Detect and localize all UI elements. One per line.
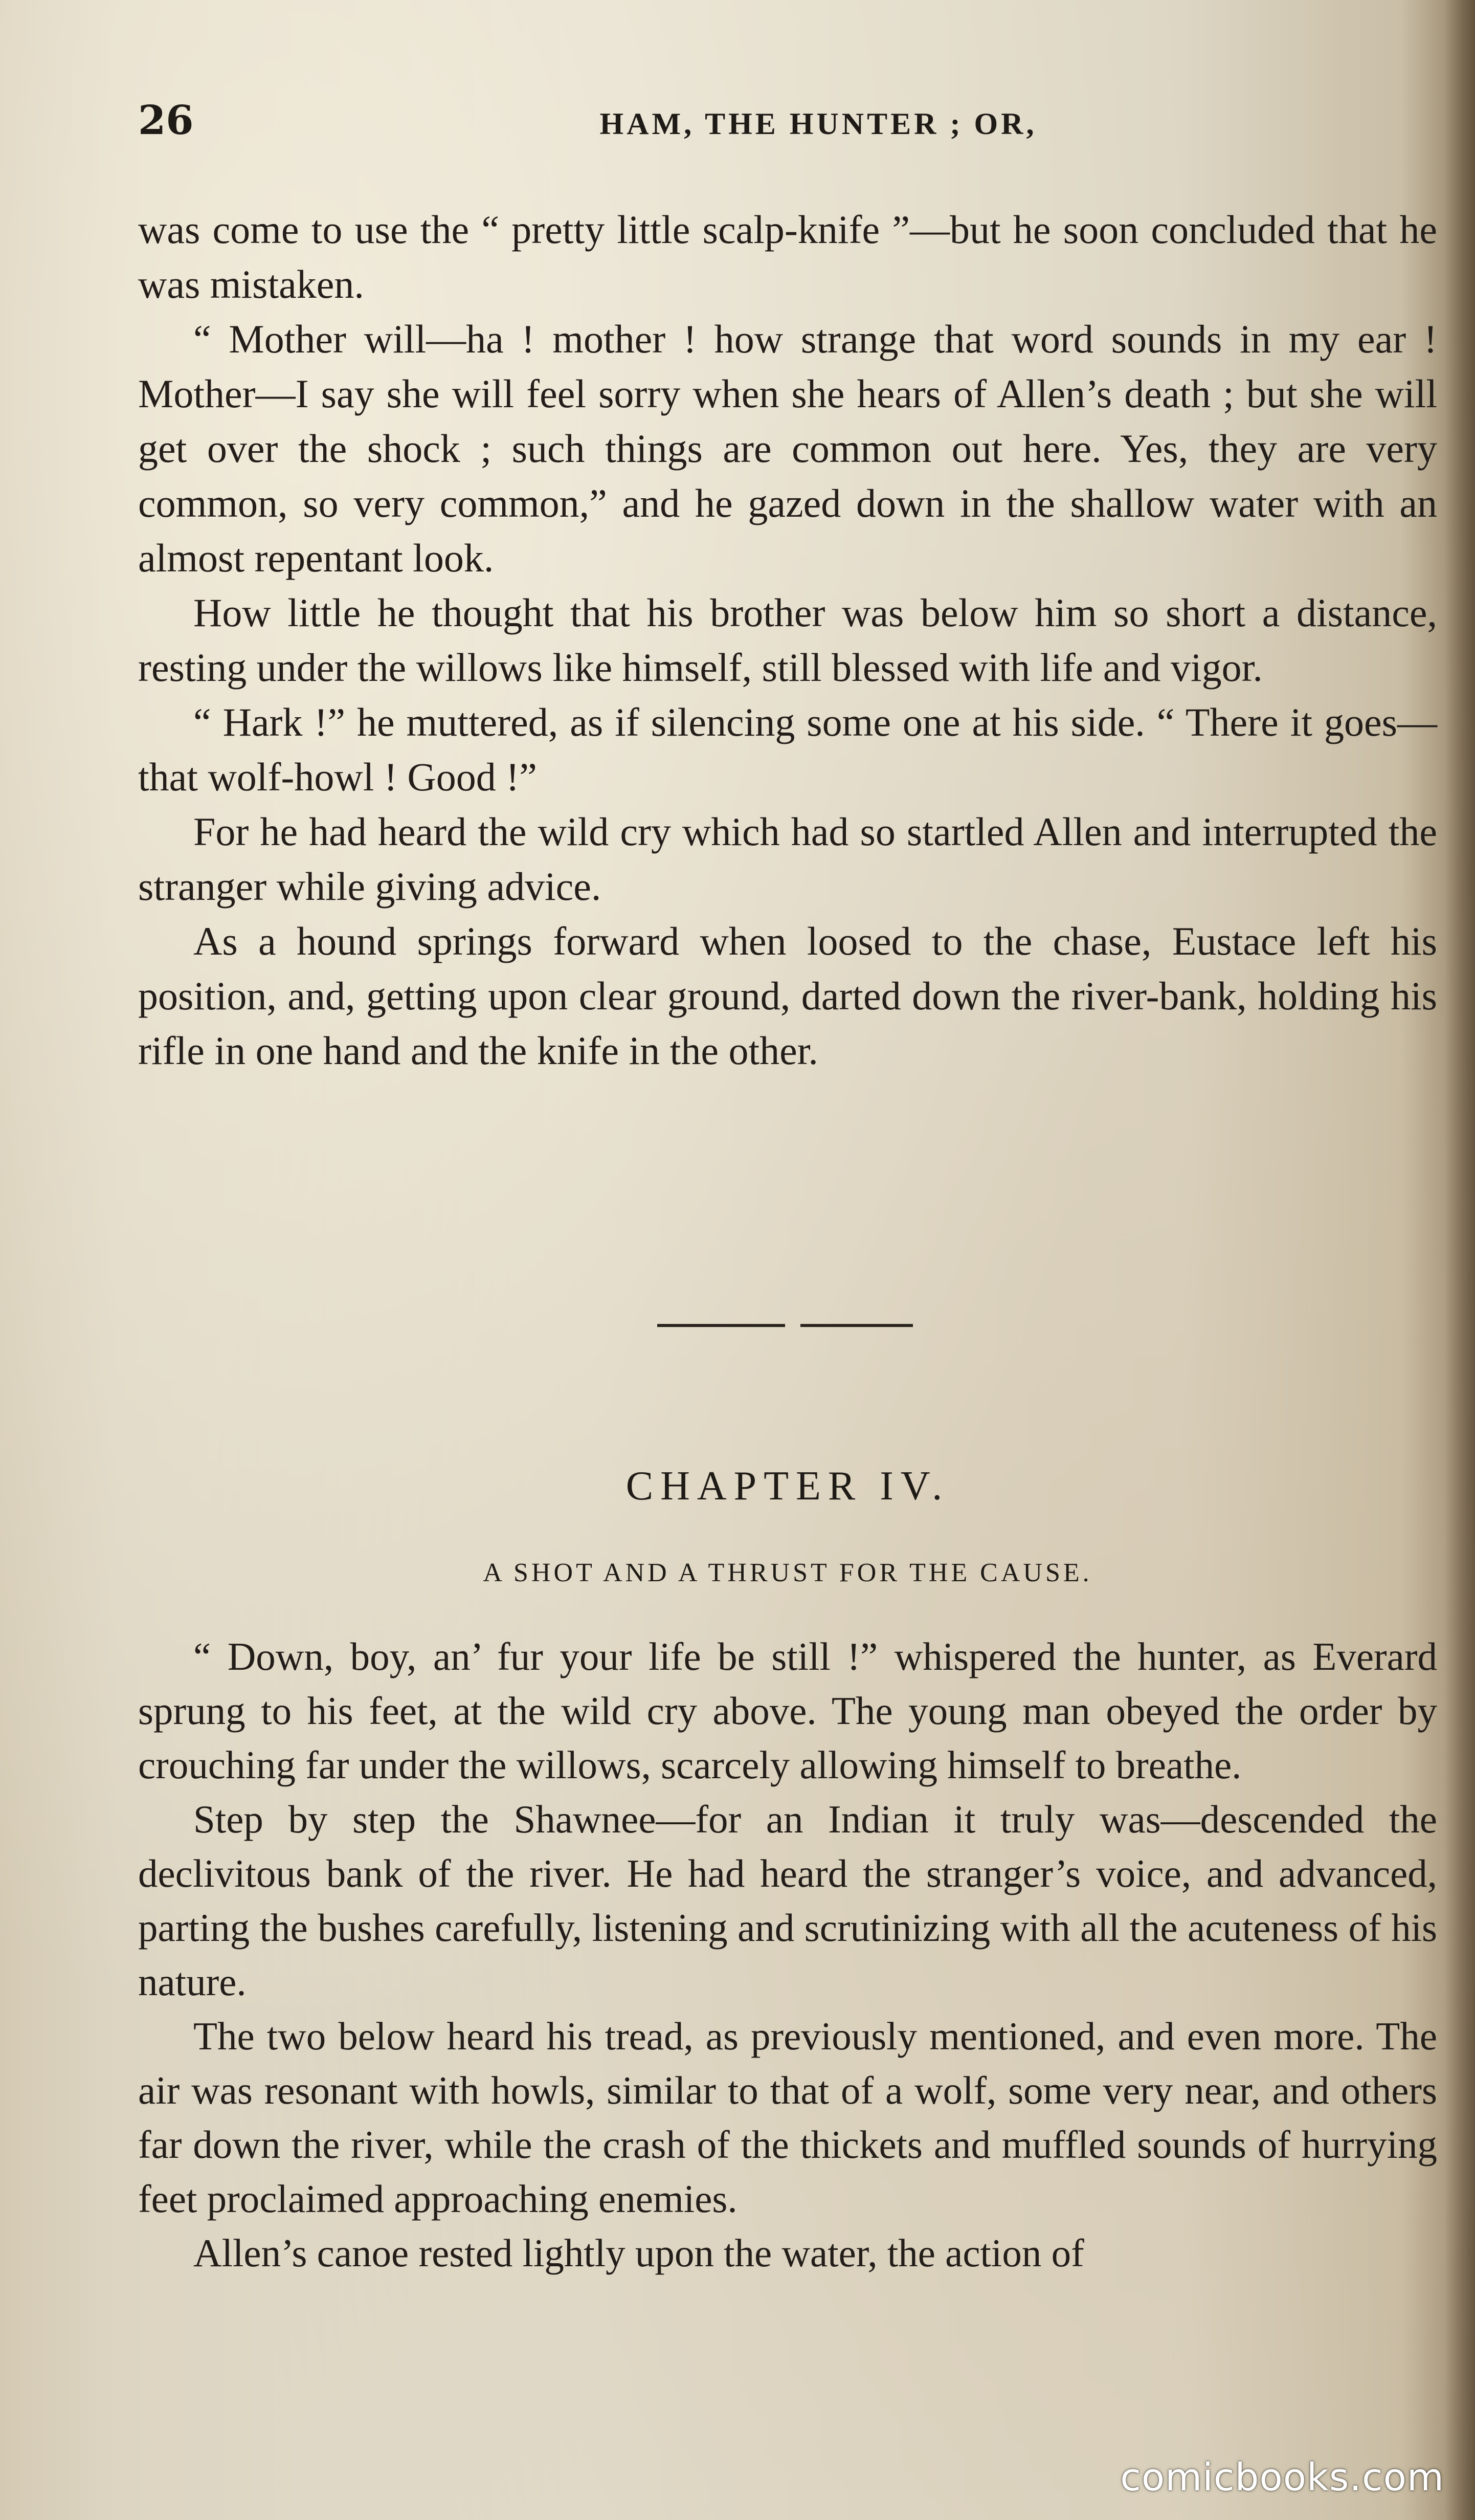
running-title: HAM, THE HUNTER ; OR, bbox=[599, 107, 1037, 141]
chapter-text bbox=[138, 1629, 1437, 2280]
running-head bbox=[138, 97, 1437, 148]
paragraph: was come to use the “ pretty little scalp-knife ”—but he soon concluded that he was mistaken. bbox=[138, 207, 1437, 306]
paragraph: “ Down, boy, an’ fur your life be still !” whispered the hunter, as Everard sprung to his feet, at the wild cry above. The young man obeyed the order by crouching far under the willows, scarcely allowing himself to breathe. bbox=[138, 1634, 1437, 1787]
paragraph: “ Hark !” he muttered, as if silencing some one at his side. “ There it goes—that wolf-howl ! Good !” bbox=[138, 700, 1437, 799]
paragraph: “ Mother will—ha ! mother ! how strange that word sounds in my ear ! Mother—I say she will feel sorry when she hears of Allen’s death ; but she will get over the shock ; such things are common out here. Yes, they are very common, so very common,” and he gazed down in the shallow water with an almost repentant look. bbox=[138, 317, 1437, 580]
chapter-heading: CHAPTER IV. bbox=[625, 1464, 950, 1509]
paragraph: As a hound springs forward when loosed to the chase, Eustace left his position, and, getting upon clear ground, darted down the river-bank, holding his rifle in one hand and the knife in the other. bbox=[138, 919, 1437, 1073]
paragraph: For he had heard the wild cry which had so startled Allen and interrupted the stranger while giving advice. bbox=[138, 809, 1437, 909]
body-text bbox=[138, 202, 1437, 1078]
section-divider bbox=[657, 1324, 923, 1327]
watermark: comicbooks.com bbox=[1120, 2456, 1444, 2500]
paragraph: How little he thought that his brother was below him so short a distance, resting under the willows like himself, still blessed with life and vigor. bbox=[138, 590, 1437, 690]
page-number: 26 bbox=[138, 97, 194, 144]
chapter-subtitle: A SHOT AND A THRUST FOR THE CAUSE. bbox=[483, 1558, 1092, 1587]
paragraph: The two below heard his tread, as previously mentioned, and even more. The air was resonant with howls, similar to that of a wolf, some very near, and others far down the river, while the crash of the thickets and muffled sounds of hurrying feet proclaimed approaching enemies. bbox=[138, 2014, 1437, 2221]
paragraph: Step by step the Shawnee—for an Indian it truly was—descended the declivitous bank of the river. He had heard the stranger’s voice, and advanced, parting the bushes carefully, listening and scrutinizing with all the acuteness of his nature. bbox=[138, 1797, 1437, 2004]
paragraph: Allen’s canoe rested lightly upon the water, the action of bbox=[193, 2231, 1084, 2275]
